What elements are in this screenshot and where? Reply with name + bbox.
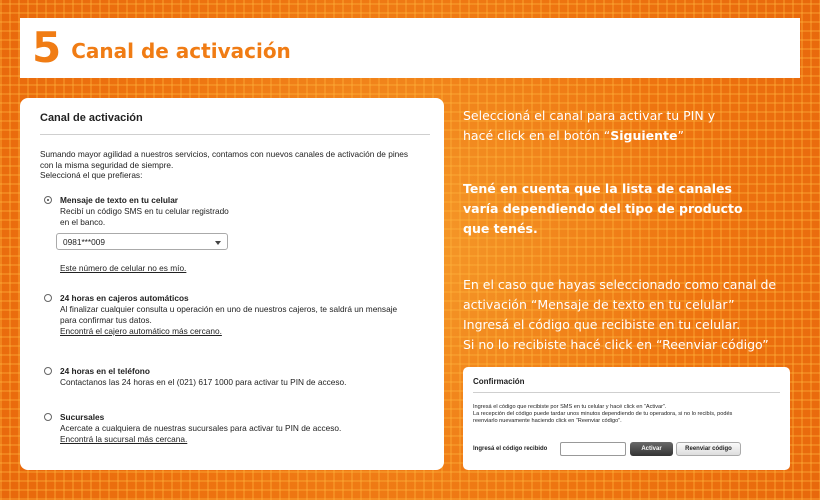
instruction-line: Seleccioná el canal para activar tu PIN y (463, 108, 716, 123)
sms-line: En el caso que hayas seleccionado como canal de (463, 277, 777, 292)
step-number: 5 (32, 23, 62, 72)
sms-line: Ingresá el código que recibiste en tu celular. (463, 317, 741, 332)
radio-atm[interactable] (44, 294, 52, 302)
phone-select[interactable] (56, 233, 228, 250)
instruction-prefix: hacé click en el botón “ (463, 128, 611, 143)
option-desc: Al finalizar cualquier consulta u operación en uno de nuestros cajeros, te saldrá un mensaje (60, 304, 398, 314)
confirmation-line: Ingresá el código que recibiste por SMS en tu celular y hacé click en “Activar”. (473, 404, 667, 410)
intro-line: Seleccioná el que prefieras: (40, 170, 143, 180)
resend-code-button[interactable]: Reenviar código (676, 442, 741, 456)
note-line: Tené en cuenta que la lista de canales (463, 181, 732, 196)
confirmation-text (473, 404, 778, 425)
activation-channel-panel (20, 98, 444, 470)
confirmation-line: La recepción del código puede tardar unos minutos dependiendo de tu operadora, si no lo recibís, podés (473, 411, 733, 417)
radio-branch[interactable] (44, 413, 52, 421)
instruction-note (463, 179, 743, 239)
confirmation-line: reenviarlo nuevamente haciendo click en “Reenviar código”. (473, 418, 622, 424)
radio-phone[interactable] (44, 367, 52, 375)
phone-select-value: 0981***009 (63, 237, 105, 247)
option-title: 24 horas en el teléfono (60, 366, 150, 376)
note-line: que tenés. (463, 221, 538, 236)
panel-title: Canal de activación (40, 112, 143, 124)
instruction-sms (463, 275, 808, 355)
option-title: Mensaje de texto en tu celular (60, 195, 179, 205)
option-desc: Acercate a cualquiera de nuestras sucursales para activar tu PIN de acceso. (60, 423, 342, 433)
option-phone[interactable] (44, 366, 424, 388)
code-input[interactable] (560, 442, 626, 456)
find-branch-link[interactable]: Encontrá la sucursal más cercana. (60, 434, 188, 444)
panel-intro (40, 149, 440, 181)
option-title: Sucursales (60, 412, 105, 422)
activate-button[interactable]: Activar (630, 442, 673, 456)
radio-sms[interactable] (44, 196, 52, 204)
option-sms[interactable] (44, 195, 424, 228)
confirmation-panel (463, 367, 790, 470)
instruction-bold: Siguiente (610, 128, 678, 143)
not-my-number-link[interactable]: Este número de celular no es mío. (60, 263, 187, 273)
option-desc: Contactanos las 24 horas en el (021) 617 1000 para activar tu PIN de acceso. (60, 377, 347, 387)
code-label: Ingresá el código recibido (473, 446, 548, 452)
option-desc: en el banco. (60, 217, 106, 227)
divider (40, 134, 430, 135)
intro-line: con la misma seguridad de siempre. (40, 159, 174, 170)
confirmation-title: Confirmación (473, 377, 525, 386)
instruction-select (463, 106, 715, 146)
find-atm-link[interactable]: Encontrá el cajero automático más cercano. (60, 326, 222, 336)
sms-line: Si no lo recibiste hacé click en “Reenviar código” (463, 337, 769, 352)
option-title: 24 horas en cajeros automáticos (60, 293, 189, 303)
option-desc: Recibí un código SMS en tu celular registrado (60, 206, 229, 216)
instruction-line (463, 126, 715, 146)
sms-line: activación “Mensaje de texto en tu celular” (463, 297, 735, 312)
step-header (20, 18, 800, 78)
option-atm[interactable] (44, 293, 424, 337)
intro-line: Sumando mayor agilidad a nuestros servicios, contamos con nuevos canales de activación de pines (40, 149, 409, 159)
chevron-down-icon (215, 241, 221, 245)
note-line: varía dependiendo del tipo de producto (463, 201, 743, 216)
step-title: Canal de activación (71, 39, 291, 63)
option-branch[interactable] (44, 412, 424, 445)
option-desc: para confirmar tus datos. (60, 315, 152, 325)
instruction-suffix: ” (677, 128, 684, 143)
divider (473, 392, 780, 393)
